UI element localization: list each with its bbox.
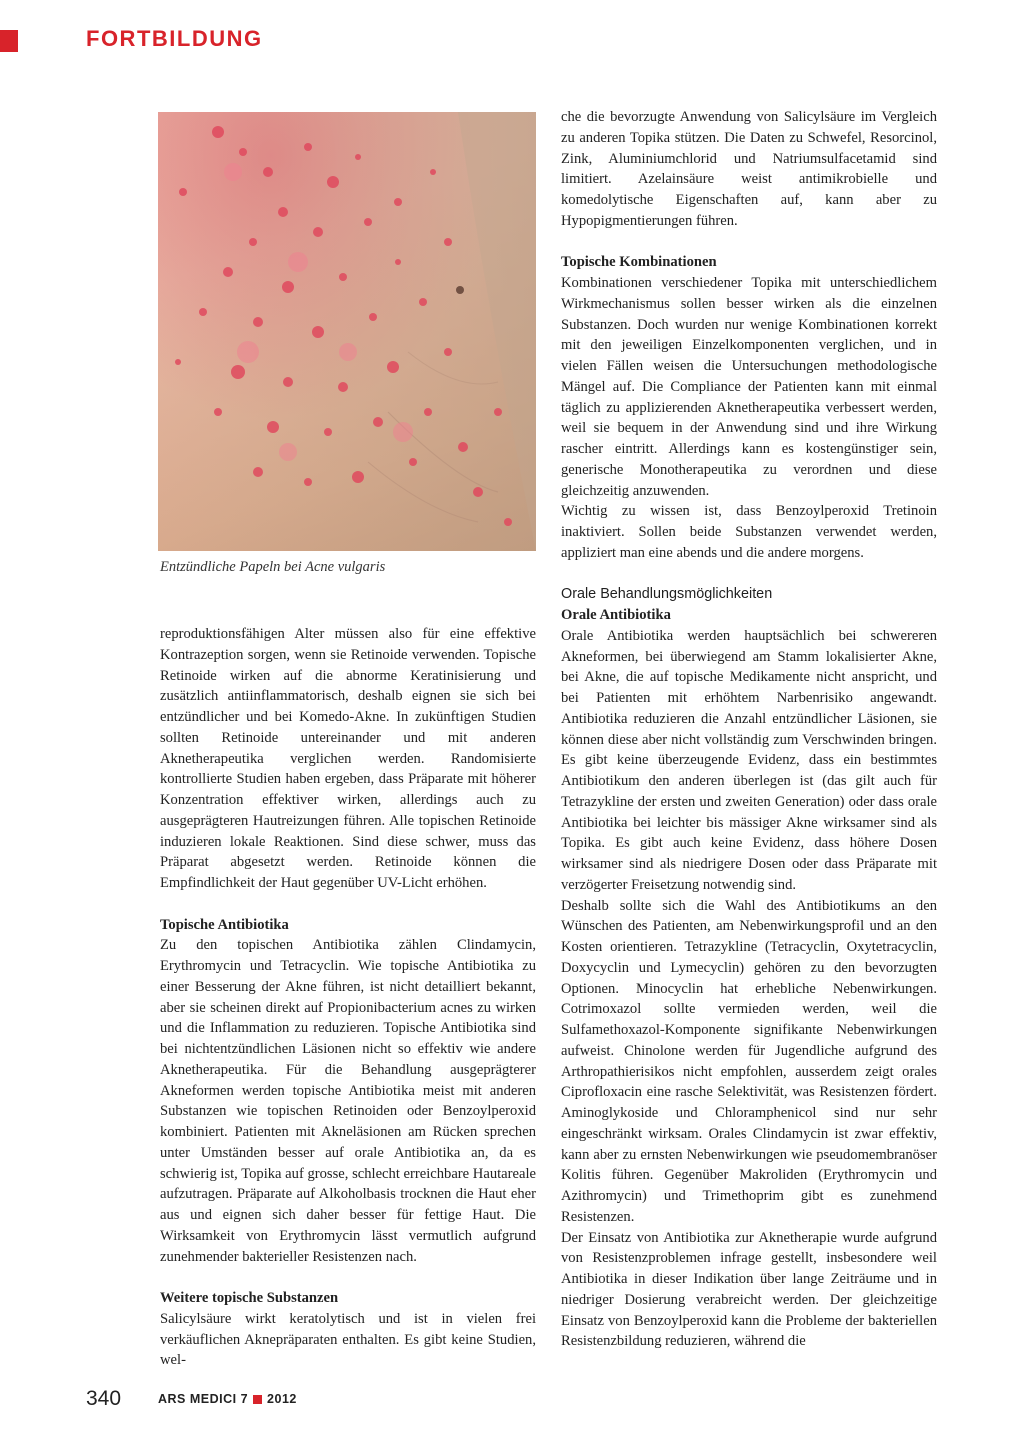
spacer <box>160 894 536 915</box>
paragraph: Der Einsatz von Antibiotika zur Aknetherapie wurde aufgrund von Resistenzproblemen infrage gestellt, insbesondere weil Antibiotika in dieser Indikation über lange Zeiträume und in niedriger Dosierung verabreicht werden. Der gleichzeitige Einsatz von Benzoylperoxid kann die Probleme der bakteriellen Resistenzbildung reduzieren, während die <box>561 1229 937 1350</box>
figure-caption: Entzündliche Papeln bei Acne vulgaris <box>160 559 386 575</box>
left-column <box>160 624 536 1371</box>
subheading-topische-antibiotika: Topische Antibiotika <box>160 916 289 933</box>
paragraph: Wichtig zu wissen ist, dass Benzoylperoxid Tretinoin inaktiviert. Sollen beide Substanzen verwendet werden, appliziert man eine abends und die andere morgens. <box>561 503 937 561</box>
page-number: 340 <box>86 1387 122 1410</box>
paragraph: che die bevorzugte Anwendung von Salicylsäure im Vergleich zu anderen Topika stützen. Die Daten zu Schwefel, Resorcinol, Zink, Aluminiumchlorid und Natriumsulfacetamid sind limitiert. Azelainsäure weist antimikrobielle und komedolytische Eigenschaften auf, kann aber zu Hypopigmentierungen führen. <box>561 109 937 229</box>
paragraph: Zu den topischen Antibiotika zählen Clindamycin, Erythromycin und Tetracyclin. Wie topische Antibiotika zu einer Besserung der Akne führen, ist nicht detailliert bekannt, aber sie scheinen direkt auf Propionibacterium acnes zu wirken und die Inflammation zu reduzieren. Topische Antibiotika sind bei nichtentzündlichen Läsionen nicht so effektiv wie andere Aknetherapeutika. Für die Behandlung ausgeprägterer Akneformen werden topische Antibiotika meist mit anderen Substanzen wie topischen Retinoiden oder Benzoylperoxid kombiniert. Patienten mit Akneläsionen am Rücken sprechen unter Umständen besser auf orale Antibiotika an, da es schwierig ist, Topika auf grosse, schlecht erreichbare Hautareale aufzutragen. Präparate auf Alkoholbasis trocknen die Haut eher aus und eignen sich daher besser für fettige Haut. Die Wirksamkeit von Erythromycin lässt vermutlich aufgrund zunehmender bakterieller Resistenzen nach. <box>160 937 536 1265</box>
spacer <box>561 564 937 585</box>
paragraph: Orale Antibiotika werden hauptsächlich bei schwereren Akneformen, bei überwiegend am Stamm lokalisierter Akne, bei Akne, die auf topische Medikamente nicht anspricht, und bei Patienten mit erhöhtem Narbenrisiko angewandt. Antibiotika reduzieren die Anzahl entzündlicher Läsionen, sie können diese aber nicht vollständig zum Verschwinden bringen. Es gibt keine überzeugende Evidenz, dass ein bestimmtes Antibiotikum den anderen überlegen ist (das gilt auch für Tetrazykline der ersten und zweiten Generation) oder dass orale Antibiotika bei leichter bis mässiger Akne wirksamer sind als Topika. Es gibt auch keine Evidenz, dass höhere Dosen wirksamer sind als niedrigere Dosen oder dass Präparate mit verzögerter Freisetzung notwendig sind. <box>561 627 937 893</box>
acne-photo <box>158 112 536 551</box>
section-marker <box>0 30 18 52</box>
subheading-weitere-substanzen: Weitere topische Substanzen <box>160 1290 339 1306</box>
subheading-orale-antibiotika: Orale Antibiotika <box>561 607 671 623</box>
right-column <box>561 107 937 1352</box>
journal-year: 2012 <box>267 1392 297 1406</box>
spacer <box>561 232 937 253</box>
spacer <box>160 1267 536 1288</box>
separator-square <box>253 1395 262 1404</box>
paragraph: Salicylsäure wirkt keratolytisch und ist in vielen frei verkäuflichen Aknepräparaten enthalten. Es gibt keine Studien, wel- <box>160 1310 536 1369</box>
section-title: FORTBILDUNG <box>86 26 263 51</box>
paragraph: Kombinationen verschiedener Topika mit unterschiedlichem Wirkmechanismus sollen besser wirken als die einzelnen Substanzen. Doch wurden nur wenige Kombinationen korrekt mit den jeweiligen Einzelkomponenten verglichen, und in vielen Fällen weisen die Untersuchungen methodologische Mängel auf. Die Compliance der Patienten kann mit einmal täglich zu applizierenden Aknetherapeutika verbessert werden, weil sie bequem in der Anwendung sind und ihre Wirkung rascher eintritt. Allerdings kann es kostengünstiger sein, generische Monotherapeutika zu verordnen und diese gleichzeitig anzuwenden. <box>561 275 937 499</box>
subheading-topische-kombinationen: Topische Kombinationen <box>561 254 717 271</box>
section-heading-orale-behandlung: Orale Behandlungsmöglichkeiten <box>561 586 773 603</box>
paragraph: reproduktionsfähigen Alter müssen also für eine effektive Kontrazeption sorgen, wenn sie Retinoide verwenden. Topische Retinoide wirken auf die abnorme Keratinisierung und zusätzlich antiinflammatorisch, deshalb eignen sie sich bei entzündlicher und bei Komedo-Akne. In zukünftigen Studien sollten Retinoide untereinander und mit anderen Aknetherapeutika verglichen werden. Randomisierte kontrollierte Studien haben ergeben, dass Präparate mit höherer Konzentration effektiver wirken, allerdings auch zu ausgeprägteren Hautreizungen führen. Alle topischen Retinoide induzieren lokale Reaktionen. Sind diese schwer, muss das Präparat abgesetzt werden. Retinoide können die Empfindlichkeit der Haut gegenüber UV-Licht erhöhen. <box>160 626 536 891</box>
journal-name: ARS MEDICI 7 <box>158 1392 249 1406</box>
journal-info <box>158 1392 297 1406</box>
paragraph: Deshalb sollte sich die Wahl des Antibiotikums an den Wünschen des Patienten, am Nebenwirkungsprofil und an den Kosten orientieren. Tetrazykline (Tetracyclin, Oxytetracyclin, Doxycyclin und Lymecyclin) gehören zu den bevorzugten Optionen. Minocyclin hat erhebliche Nebenwirkungen. Cotrimoxazol sollte vermieden werden, weil die Sulfamethoxazol-Komponente signifikante Nebenwirkungen aufweist. Chinolone werden für Jugendliche aufgrund des Arthropathierisikos nicht empfohlen, ausserdem zeigt orales Ciprofloxacin eine rasche Selektivität, was Resistenzen fördert. Aminoglykoside und Chloramphenicol sind nur sehr eingeschränkt wirksam. Orales Clindamycin ist zwar effektiv, kann aber zu ernsten Nebenwirkungen wie pseudomembranöser Kolitis führen. Gegenüber Makroliden (Erythromycin und Azithromycin) und Trimethoprim gibt es zunehmend Resistenzen. <box>561 897 937 1225</box>
